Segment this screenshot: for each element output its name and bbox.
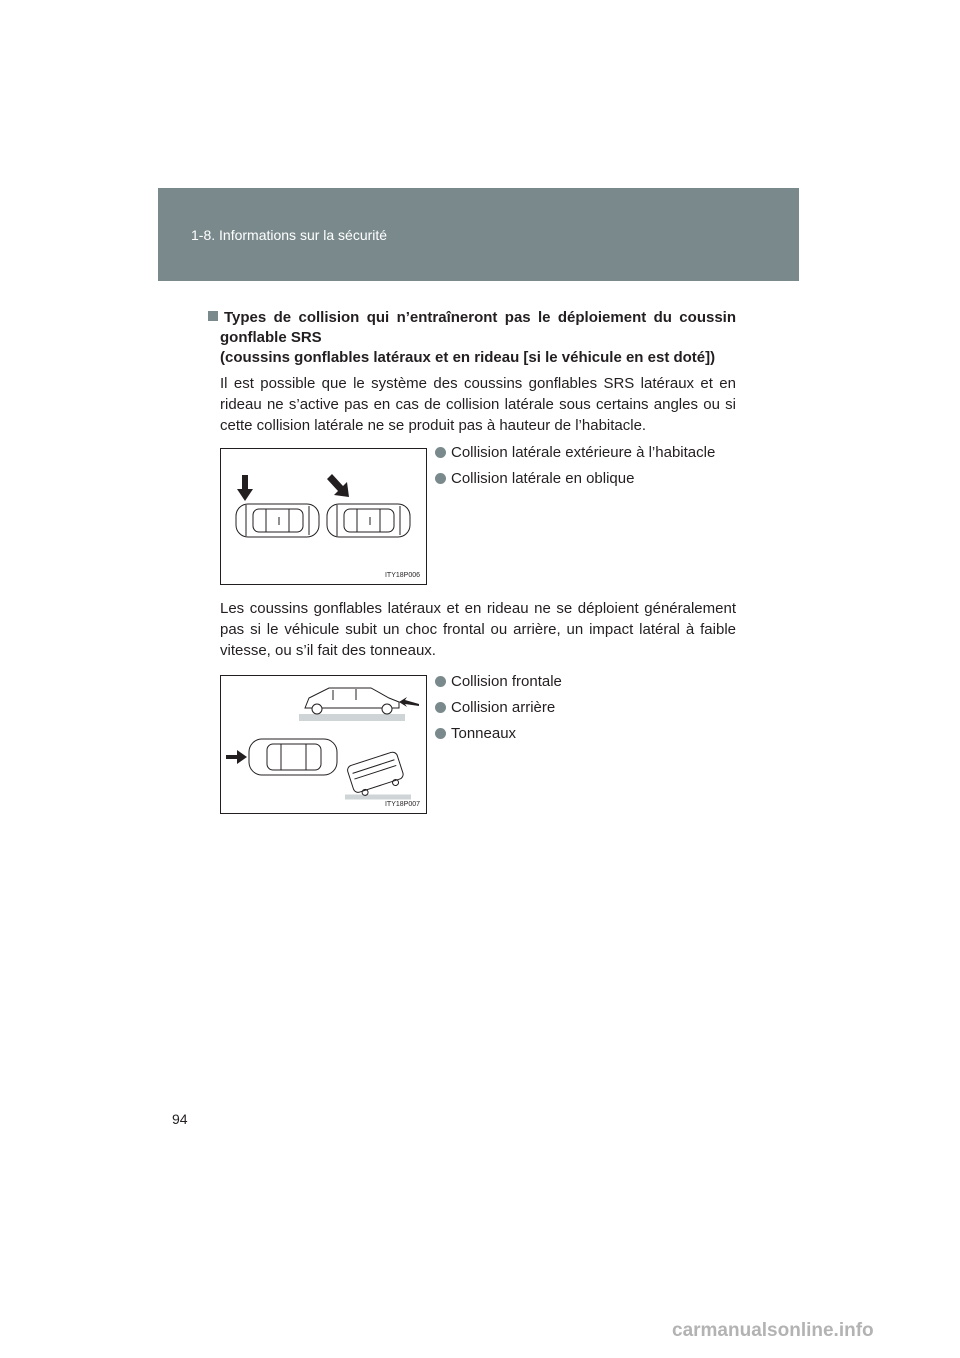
square-bullet-icon — [208, 311, 218, 321]
paragraph-no-deploy: Les coussins gonflables latéraux et en rideau ne se déploient généralement pas si le véhicule subit un choc frontal ou arrière, un impact latéral à faible vitesse, ou s’il fait des tonneaux. — [220, 600, 736, 659]
section-heading — [208, 308, 736, 368]
page-number: 94 — [172, 1111, 188, 1127]
figure-code: ITY18P007 — [384, 801, 420, 808]
list-item: Collision latérale extérieure à l’habitacle — [435, 442, 715, 463]
figure-other-collisions — [220, 675, 427, 814]
side-collision-illustration — [221, 449, 426, 584]
site-watermark[interactable]: carmanualsonline.info — [672, 1320, 874, 1341]
list-item: Collision frontale — [435, 671, 562, 692]
other-collision-list — [435, 671, 562, 749]
section-heading-line3: (coussins gonflables latéraux et en rideau [si le véhicule en est doté]) — [220, 349, 716, 366]
round-bullet-icon — [435, 728, 446, 739]
paragraph-side-airbag: Il est possible que le système des coussins gonflables SRS latéraux et en rideau ne s’active pas en cas de collision latérale sous certains angles ou si cette collision latérale ne se produit pas à hauteur de l’habitacle. — [220, 375, 736, 434]
car-top-view-2 — [327, 504, 410, 537]
round-bullet-icon — [435, 676, 446, 687]
section-heading-line2: gonflable SRS — [220, 329, 322, 346]
round-bullet-icon — [435, 447, 446, 458]
car-side-view — [299, 688, 405, 721]
impact-arrow-icon — [237, 475, 253, 501]
section-heading-line1: Types de collision qui n’entraîneront pas le déploiement du coussin — [224, 309, 736, 326]
list-item: Collision latérale en oblique — [435, 468, 715, 489]
list-item: Tonneaux — [435, 723, 562, 744]
list-item: Collision arrière — [435, 697, 562, 718]
chapter-header — [158, 188, 799, 281]
front-arrow-icon — [226, 750, 247, 764]
figure-code: ITY18P006 — [384, 572, 420, 579]
other-collisions-illustration — [221, 676, 426, 813]
car-rollover — [345, 751, 411, 798]
impact-arrow-oblique-icon — [327, 474, 349, 497]
side-collision-list — [435, 442, 715, 494]
round-bullet-icon — [435, 473, 446, 484]
car-top-view-1 — [236, 504, 319, 537]
figure-side-collision — [220, 448, 427, 585]
car-top-view-front — [249, 739, 337, 775]
chapter-title: 1-8. Informations sur la sécurité — [191, 227, 388, 243]
round-bullet-icon — [435, 702, 446, 713]
rear-arrow-icon — [399, 697, 419, 707]
